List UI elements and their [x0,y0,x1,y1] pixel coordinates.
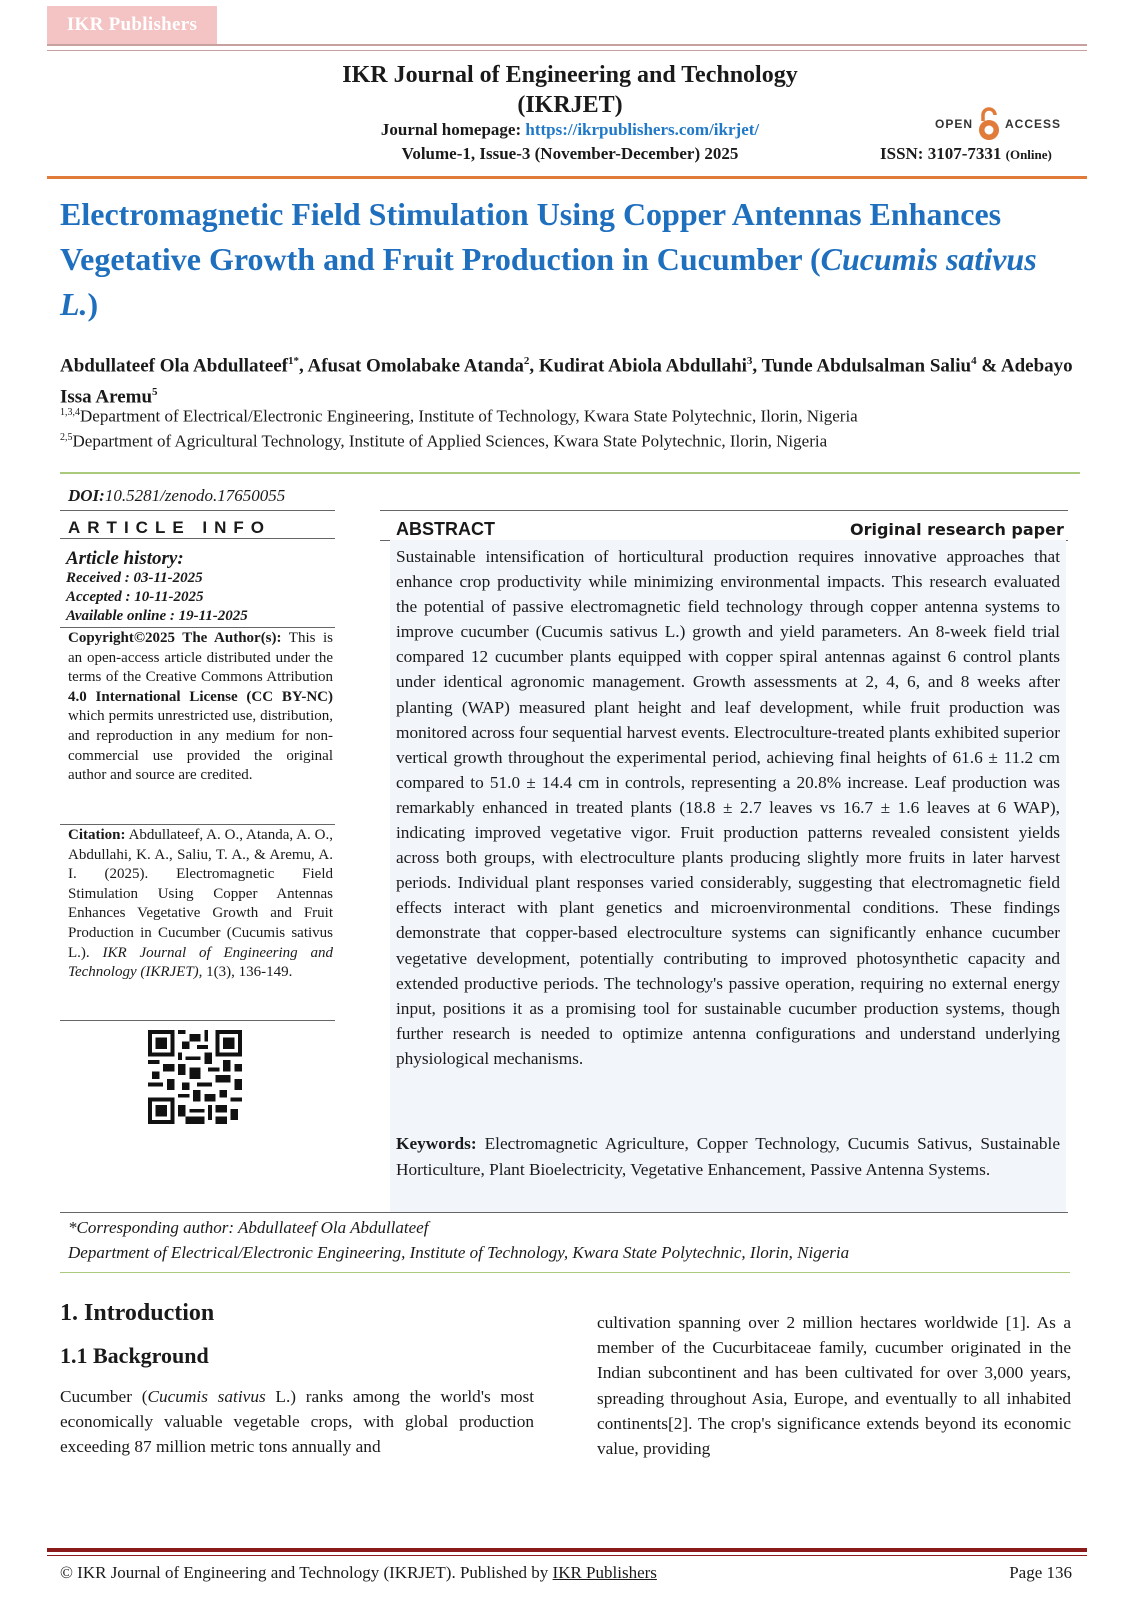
section-heading-introduction: 1. Introduction [60,1300,215,1326]
paper-type: Original research paper [850,520,1064,539]
license-name: 4.0 International License (CC BY-NC) [68,688,333,705]
intro-left-a: Cucumber ( [60,1387,148,1406]
abstract-heading: ABSTRACT [396,519,495,539]
citation-journal: IKR Journal of Engineering and Technology (IKRJET), [68,944,333,981]
open-access-lock-icon [977,107,1001,141]
citation [68,826,333,983]
keywords-label: Keywords: [396,1134,477,1153]
footer-copyright [60,1563,657,1583]
oa-right-text: ACCESS [1005,117,1062,131]
intro-left-paragraph [60,1384,534,1460]
citation-label: Citation: [68,827,126,843]
title-rule [47,176,1087,179]
author-3: , Kudirat Abiola Abdullahi [529,355,747,377]
journal-title-line2: (IKRJET) [517,92,623,118]
footer-publisher-link[interactable]: IKR Publishers [552,1563,657,1582]
doi-label: DOI: [68,486,105,505]
copyright-text-1: This is an open-access article distributed under the terms of the Creative Commons Attribution [68,630,333,686]
info-rule [60,538,335,539]
corresponding-rule [60,1272,1070,1273]
author-2: , Afusat Omolabake Atanda [299,355,524,377]
issn [880,144,1052,164]
intro-left-species: Cucumis sativus [147,1387,266,1406]
info-rule [60,510,335,511]
title-species: Cucumis sativus L. [60,241,1037,322]
corresponding-author: *Corresponding author: Abdullateef Ola Abdullateef [68,1218,429,1237]
intro-left-b: L.) ranks among the world's most economically valuable vegetable crops, with global production exceeding 87 million metric tons annually and [60,1387,534,1457]
affiliation-1 [60,402,1080,428]
header-rule-thin [47,50,1087,51]
publisher-tab: IKR Publishers [47,6,217,44]
article-info-heading: ARTICLE INFO [68,518,271,537]
author-1-sup: 1* [288,355,300,367]
affiliation-2-text: Department of Agricultural Technology, Institute of Applied Sciences, Kwara State Polytechnic, Ilorin, Nigeria [72,431,828,451]
corresponding-affiliation: Department of Electrical/Electronic Engineering, Institute of Technology, Kwara State Polytechnic, Ilorin, Nigeria [68,1243,850,1262]
subsection-heading-background: 1.1 Background [60,1343,209,1368]
author-4-sup: 4 [971,355,977,367]
abstract-rule [380,510,1068,511]
affiliation-1-text: Department of Electrical/Electronic Engineering, Institute of Technology, Kwara State Polytechnic, Ilorin, Nigeria [80,406,858,426]
doi [68,486,285,506]
info-rule [60,824,335,825]
header-rule [47,44,1087,46]
affiliation-1-sup: 1,3,4 [60,407,80,418]
online-date: Available online : 19-11-2025 [66,608,248,624]
copyright-notice [68,629,333,786]
abstract-bottom-rule [60,1212,1068,1213]
footer-rule [47,1548,1087,1552]
homepage-label: Journal homepage: [380,120,522,139]
author-4: , Tunde Abdulsalman Saliu [752,355,972,377]
citation-text: Abdullateef, A. O., Atanda, A. O., Abdullahi, K. A., Saliu, T. A., & Aremu, A. I. (2025). Electromagnetic Field Stimulation Using Copper Antennas Enhances Vegetative Growth and Fruit Production in Cucumber (Cucumis sativus L.). [68,827,333,961]
qr-code-icon[interactable] [148,1030,242,1124]
page-number: Page 136 [1009,1563,1072,1582]
copyright-text-2: which permits unrestricted use, distribution, and reproduction in any medium for non-commercial use provided the original author and source are credited. [68,708,333,784]
author-2-sup: 2 [523,355,530,367]
received-date: Received : 03-11-2025 [66,570,203,586]
copyright-label: Copyright©2025 The Author(s): [68,630,282,646]
author-5: & Adebayo Issa Aremu [60,355,1073,408]
author-3-sup: 3 [746,355,753,367]
open-access-logo [935,104,1061,144]
keywords [396,1131,1060,1182]
footer-text: © IKR Journal of Engineering and Technology (IKRJET). Published by [60,1563,553,1582]
title-text: Electromagnetic Field Stimulation Using Copper Antennas Enhances Vegetative Growth and Fruit Production in Cucumber ( [60,196,1002,277]
title-close: ) [87,286,99,322]
info-rule [60,627,335,628]
paper-title [60,192,1080,327]
author-1: Abdullateef Ola Abdullateef [60,355,289,377]
history-title: Article history: [66,548,184,569]
footer-rule-thin [47,1555,1087,1556]
keywords-list: Electromagnetic Agriculture, Copper Technology, Cucumis Sativus, Sustainable Horticulture, Plant Bioelectricity, Vegetative Enhancement, Passive Antenna Systems. [396,1134,1060,1179]
citation-end: 1(3), 136-149. [202,964,293,981]
section-rule [60,472,1080,474]
journal-homepage [180,120,960,140]
journal-title-line1: IKR Journal of Engineering and Technology [342,62,798,88]
accepted-date: Accepted : 10-11-2025 [66,589,204,605]
issn-note: (Online) [1005,147,1052,162]
intro-right-paragraph: cultivation spanning over 2 million hectares worldwide [1]. As a member of the Cucurbitaceae family, cucumber originated in the Indian subcontinent and has been cultivated for over 3,000 years, spreading throughout Asia, Europe, and eventually to all inhabited continents[2]. The crop's significance extends beyond its economic value, providing [597,1313,1071,1459]
oa-left-text: OPEN [935,117,974,131]
homepage-link[interactable]: https://ikrpublishers.com/ikrjet/ [525,120,760,139]
doi-value[interactable]: 10.5281/zenodo.17650055 [104,486,286,505]
issn-number: ISSN: 3107-7331 [880,144,1002,163]
info-rule [60,1020,335,1021]
volume-issue: Volume-1, Issue-3 (November-December) 2025 [401,144,739,163]
abstract-text: Sustainable intensification of horticultural production requires innovative approaches that enhance crop productivity while minimizing environmental impacts. This research evaluated the potential of passive electromagnetic field technology through copper antenna systems to improve cucumber (Cucumis sativus L.) growth and yield parameters. An 8-week field trial compared 12 cucumber plants equipped with copper spiral antennas against 6 control plants under identical agronomic management. Growth assessments at 2, 4, 6, and 8 weeks after planting (WAP) measured plant height and leaf development, while fruit production was monitored across four sequential harvest events. Electroculture-treated plants exhibited superior vertical growth throughout the experimental period, achieving final heights of 61.6 ± 11.2 cm compared to 51.0 ± 14.4 cm in controls, representing a 20.8% increase. Leaf production was remarkably enhanced in treated plants (18.8 ± 2.7 leaves vs 16.7 ± 1.6 leaves at 6 WAP), indicating improved vegetative vigor. Fruit production patterns revealed consistent yields across both groups, with electroculture plants producing slightly more fruits in later harvest periods. Individual plant responses varied considerably, suggesting that electromagnetic field effects interact with plant genetics and microenvironmental conditions. These findings demonstrate that copper-based electroculture systems can significantly enhance cucumber vegetative development, potentially contributing to improved photosynthetic capacity and extended productive periods. The technology's passive operation, requiring no external energy input, positions it as a promising tool for sustainable cucumber production systems, though further research is needed to optimize antenna configurations and understand underlying physiological mechanisms. [396,547,1060,1068]
affiliation-2 [60,427,1080,453]
journal-title [180,60,960,120]
author-5-sup: 5 [152,386,158,399]
affiliation-2-sup: 2,5 [60,432,73,443]
